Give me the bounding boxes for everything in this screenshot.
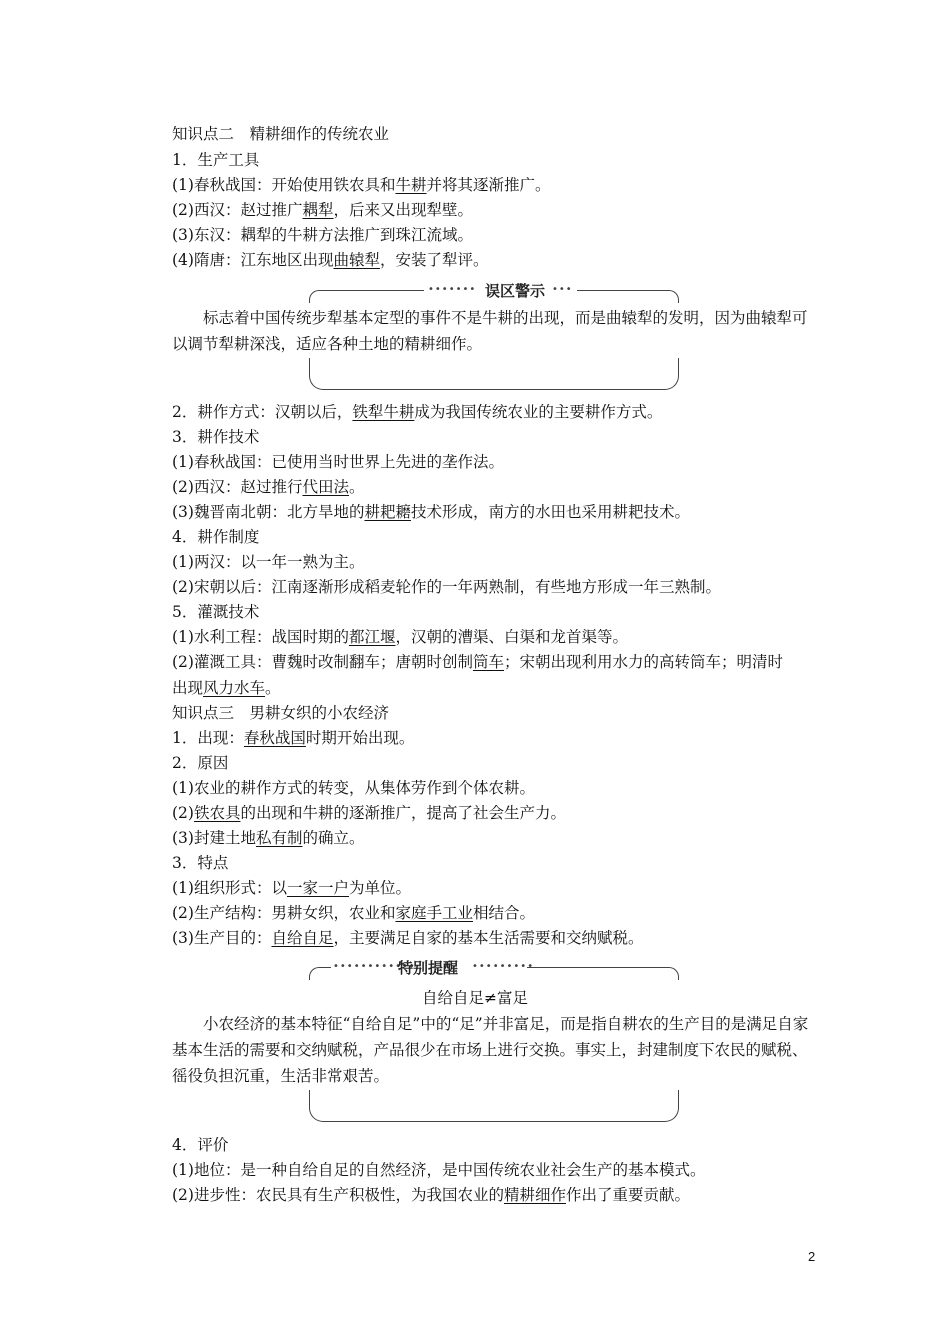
text-line: 出现风力水车。 xyxy=(172,679,281,697)
text-line: (1)春秋战国：开始使用铁农具和牛耕并将其逐渐推广。 xyxy=(172,176,551,194)
warning-label: 误区警示 xyxy=(485,282,546,300)
underlined-term: 一家一户 xyxy=(286,879,349,897)
underlined-term: 耦犁 xyxy=(302,201,334,219)
underlined-term: 都江堰 xyxy=(348,628,396,646)
text-line: (3)生产目的：自给自足，主要满足自家的基本生活需要和交纳赋税。 xyxy=(172,929,644,947)
subheading: 1．生产工具 xyxy=(172,151,260,169)
underlined-term: 私有制 xyxy=(255,829,303,847)
underlined-term: 春秋战国 xyxy=(243,729,306,747)
subheading: 2．原因 xyxy=(172,754,229,772)
underlined-term: 曲辕犁 xyxy=(333,251,380,269)
text-line: (2)灌溉工具：曹魏时改制翻车；唐朝时创制筒车；宋朝出现利用水力的高转筒车；明清时 xyxy=(172,653,783,671)
text-line: (1)水利工程：战国时期的都江堰，汉朝的漕渠、白渠和龙首渠等。 xyxy=(172,628,628,646)
text-line: (1)农业的耕作方式的转变，从集体劳作到个体农耕。 xyxy=(172,779,535,797)
subheading: 4．评价 xyxy=(172,1136,229,1154)
section-heading: 知识点二 精耕细作的传统农业 xyxy=(172,125,390,143)
subheading: 4．耕作制度 xyxy=(172,528,260,546)
tip-box-header: •••••••••••• 特别提醒 ••••••••• xyxy=(309,957,679,979)
text-line: 1．出现：春秋战国时期开始出现。 xyxy=(172,729,415,747)
underlined-term: 筒车 xyxy=(472,653,504,671)
text-line: (2)生产结构：男耕女织，农业和家庭手工业相结合。 xyxy=(172,904,535,922)
underlined-term: 精耕细作 xyxy=(503,1186,566,1204)
underlined-term: 风力水车 xyxy=(203,679,266,697)
underlined-term: 耕耙耱 xyxy=(364,503,411,521)
underlined-term: 牛耕 xyxy=(395,176,427,194)
text-line: (1)地位：是一种自给自足的自然经济，是中国传统农业社会生产的基本模式。 xyxy=(172,1161,706,1179)
text-line: (4)隋唐：江东地区出现曲辕犁，安装了犁评。 xyxy=(172,251,489,269)
text-line: (2)铁农具的出现和牛耕的逐渐推广，提高了社会生产力。 xyxy=(172,804,566,822)
text-line: (3)封建土地私有制的确立。 xyxy=(172,829,365,847)
subheading: 3．特点 xyxy=(172,854,229,872)
underlined-term: 铁农具 xyxy=(193,804,241,822)
text-line: (3)魏晋南北朝：北方旱地的耕耙耱技术形成，南方的水田也采用耕耙技术。 xyxy=(172,503,690,521)
underlined-term: 代田法 xyxy=(302,478,349,496)
text-line: (2)进步性：农民具有生产积极性，为我国农业的精耕细作作出了重要贡献。 xyxy=(172,1186,690,1204)
subheading: 3．耕作技术 xyxy=(172,428,260,446)
page-number: 2 xyxy=(808,1249,816,1264)
text-line: 2．耕作方式：汉朝以后，铁犁牛耕成为我国传统农业的主要耕作方式。 xyxy=(172,403,663,421)
text-line: (1)春秋战国：已使用当时世界上先进的垄作法。 xyxy=(172,453,504,471)
subheading: 5．灌溉技术 xyxy=(172,603,260,621)
tip-box-footer xyxy=(309,1090,679,1122)
tip-text: 小农经济的基本特征“自给自足”中的“足”并非富足，而是指自耕农的生产目的是满足自家基本生活的需要和交纳赋税，产品很少在市场上进行交换。事实上，封建制度下农民的赋税、徭役负担沉重，生活非常艰苦。 xyxy=(172,1015,809,1085)
text-line: (2)宋朝以后：江南逐渐形成稻麦轮作的一年两熟制，有些地方形成一年三熟制。 xyxy=(172,578,721,596)
tip-label: 特别提醒 xyxy=(398,959,459,977)
underlined-term: 家庭手工业 xyxy=(395,904,473,922)
text-line: (2)西汉：赵过推行代田法。 xyxy=(172,478,365,496)
text-line: (3)东汉：耦犁的牛耕方法推广到珠江流域。 xyxy=(172,226,473,244)
text-line: (2)西汉：赵过推广耦犁，后来又出现犁壁。 xyxy=(172,201,473,219)
warning-text: 标志着中国传统步犁基本定型的事件不是牛耕的出现，而是曲辕犁的发明，因为曲辕犁可以调节犁耕深浅，适应各种土地的精耕细作。 xyxy=(172,309,808,353)
text-line: (1)两汉：以一年一熟为主。 xyxy=(172,553,365,571)
underlined-term: 自给自足 xyxy=(271,929,334,947)
underlined-term: 铁犁牛耕 xyxy=(352,403,415,421)
tip-title: 自给自足≠富足 xyxy=(422,989,528,1007)
warning-box-footer xyxy=(309,358,679,390)
section-heading: 知识点三 男耕女织的小农经济 xyxy=(172,704,390,722)
warning-box-header: ••••••• 误区警示 ••• xyxy=(309,280,679,302)
text-line: (1)组织形式：以一家一户为单位。 xyxy=(172,879,411,897)
